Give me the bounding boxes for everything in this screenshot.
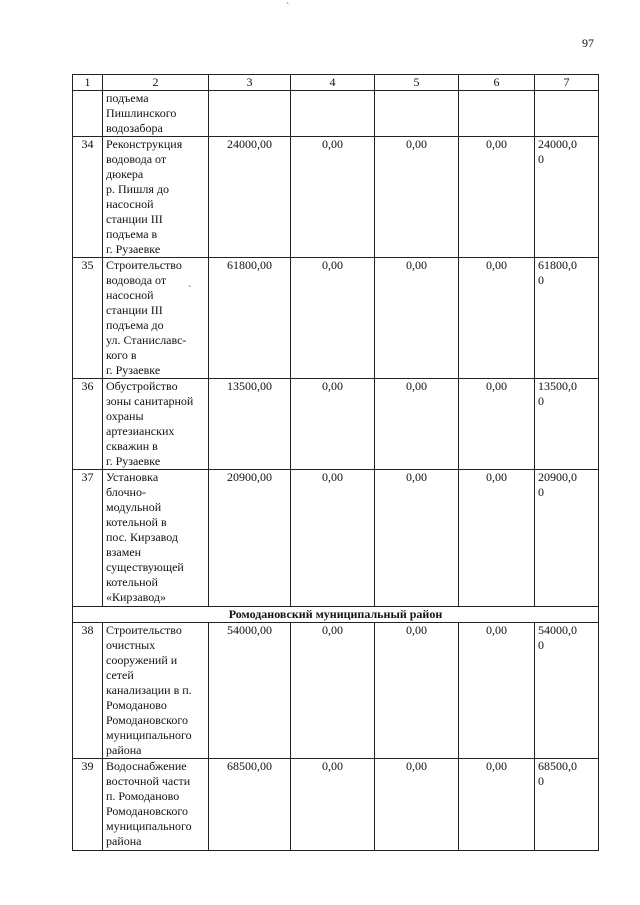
scan-mark: ` [286, 2, 290, 13]
row-number: 39 [73, 759, 103, 851]
amount-col3: 20900,00 [209, 470, 291, 607]
amount-col6: 0,00 [459, 379, 535, 470]
item-name-line: подъема до [106, 318, 164, 332]
item-name-line: Обустройство [106, 379, 178, 393]
amount-total [535, 91, 599, 137]
item-name-line: дюкера [106, 167, 144, 181]
table-row [73, 258, 599, 379]
amount-col3: 61800,00 [209, 258, 291, 379]
amount-total [535, 258, 599, 379]
item-name-line: р. Пишля до [106, 182, 169, 196]
column-header: 1 [73, 75, 103, 91]
item-name-line: Строительство [106, 258, 182, 272]
item-name-line: восточной части [106, 774, 191, 788]
row-number: 37 [73, 470, 103, 607]
header-row [73, 75, 599, 91]
amount-col4: 0,00 [291, 137, 375, 258]
amount-total [535, 470, 599, 607]
item-name-line: муниципального [106, 728, 192, 742]
item-name [103, 379, 209, 470]
item-name-line: насосной [106, 288, 154, 302]
item-name-line: муниципального [106, 819, 192, 833]
table-row [73, 379, 599, 470]
amount-total [535, 623, 599, 759]
item-name-line: модульной [106, 500, 162, 514]
page-number: 97 [582, 36, 594, 50]
column-header: 4 [291, 75, 375, 91]
item-name-line: района [106, 743, 142, 757]
item-name-line: скважин в [106, 439, 158, 453]
amount-total-line: 24000,0 [538, 137, 577, 151]
item-name-line: Пишлинского [106, 106, 177, 120]
item-name-line: района [106, 834, 142, 848]
amount-col6 [459, 91, 535, 137]
amount-col5: 0,00 [375, 623, 459, 759]
amount-col5: 0,00 [375, 470, 459, 607]
amount-col4: 0,00 [291, 258, 375, 379]
amount-col6: 0,00 [459, 258, 535, 379]
item-name-line: г. Рузаевке [106, 454, 161, 468]
column-header: 7 [535, 75, 599, 91]
item-name-line: зоны санитарной [106, 394, 194, 408]
amount-col5: 0,00 [375, 258, 459, 379]
item-name-line: подъема [106, 91, 149, 105]
item-name-line: артезианских [106, 424, 175, 438]
item-name-line: водовода от [106, 152, 167, 166]
table-row [73, 623, 599, 759]
item-name [103, 623, 209, 759]
item-name-line: Установка [106, 470, 159, 484]
item-name-line: канализации в п. [106, 683, 192, 697]
amount-total [535, 379, 599, 470]
column-header: 6 [459, 75, 535, 91]
amount-col3: 13500,00 [209, 379, 291, 470]
table-row [73, 759, 599, 851]
item-name-line: кого в [106, 348, 137, 362]
item-name-line: Ромодановского [106, 713, 189, 727]
amount-col4: 0,00 [291, 470, 375, 607]
row-number: 34 [73, 137, 103, 258]
item-name-line: пос. Кирзавод [106, 530, 179, 544]
item-name-line: станции III [106, 303, 163, 317]
item-name-line: подъема в [106, 227, 158, 241]
amount-total-line: 0 [538, 394, 544, 408]
amount-total-line: 13500,0 [538, 379, 577, 393]
item-name-line: п. Ромоданово [106, 789, 180, 803]
item-name [103, 137, 209, 258]
row-number [73, 91, 103, 137]
amount-col3: 54000,00 [209, 623, 291, 759]
item-name-line: Реконструкция [106, 137, 183, 151]
row-number: 35 [73, 258, 103, 379]
amount-col5: 0,00 [375, 137, 459, 258]
row-number: 38 [73, 623, 103, 759]
row-number: 36 [73, 379, 103, 470]
amount-total-line: 68500,0 [538, 759, 577, 773]
stray-mark: ` [188, 284, 192, 296]
item-name-line: Водоснабжение [106, 759, 187, 773]
item-name-line: сооружений и [106, 653, 178, 667]
amount-total-line: 61800,0 [538, 258, 577, 272]
item-name-line: «Кирзавод» [106, 590, 166, 604]
table-body [73, 75, 599, 851]
amount-total-line: 0 [538, 638, 544, 652]
amount-total-line: 0 [538, 273, 544, 287]
amount-total-line: 54000,0 [538, 623, 577, 637]
table-row [73, 91, 599, 137]
item-name-line: котельной в [106, 515, 167, 529]
amount-total [535, 137, 599, 258]
amount-col3: 24000,00 [209, 137, 291, 258]
amount-col4: 0,00 [291, 379, 375, 470]
amount-col6: 0,00 [459, 470, 535, 607]
section-title: Ромодановский муниципальный район [73, 607, 599, 623]
amount-total [535, 759, 599, 851]
item-name-line: водовода от [106, 273, 167, 287]
item-name [103, 470, 209, 607]
item-name-line: существующей [106, 560, 184, 574]
item-name-line: блочно- [106, 485, 146, 499]
item-name-line: г. Рузаевке [106, 242, 161, 256]
item-name-line: ул. Станиславс- [106, 333, 187, 347]
item-name [103, 258, 209, 379]
table-row [73, 137, 599, 258]
amount-total-line: 0 [538, 774, 544, 788]
amount-total-line: 0 [538, 152, 544, 166]
item-name-line: Строительство [106, 623, 182, 637]
item-name-line: сетей [106, 668, 134, 682]
column-header: 2 [103, 75, 209, 91]
item-name-line: охраны [106, 409, 144, 423]
item-name-line: станции III [106, 212, 163, 226]
item-name-line: очистных [106, 638, 156, 652]
amount-col5: 0,00 [375, 379, 459, 470]
item-name-line: водозабора [106, 121, 163, 135]
budget-table [72, 74, 599, 851]
column-header: 3 [209, 75, 291, 91]
item-name-line: взамен [106, 545, 142, 559]
section-row [73, 607, 599, 623]
item-name-line: котельной [106, 575, 158, 589]
item-name [103, 759, 209, 851]
amount-col4: 0,00 [291, 759, 375, 851]
amount-total-line: 20900,0 [538, 470, 577, 484]
table-row [73, 470, 599, 607]
item-name-line: насосной [106, 197, 154, 211]
amount-col5: 0,00 [375, 759, 459, 851]
amount-total-line: 0 [538, 485, 544, 499]
amount-col6: 0,00 [459, 759, 535, 851]
amount-col5 [375, 91, 459, 137]
item-name-line: Ромоданово [106, 698, 167, 712]
item-name-line: г. Рузаевке [106, 363, 161, 377]
amount-col4 [291, 91, 375, 137]
amount-col3 [209, 91, 291, 137]
amount-col6: 0,00 [459, 137, 535, 258]
amount-col4: 0,00 [291, 623, 375, 759]
amount-col6: 0,00 [459, 623, 535, 759]
amount-col3: 68500,00 [209, 759, 291, 851]
item-name [103, 91, 209, 137]
item-name-line: Ромодановского [106, 804, 189, 818]
column-header: 5 [375, 75, 459, 91]
